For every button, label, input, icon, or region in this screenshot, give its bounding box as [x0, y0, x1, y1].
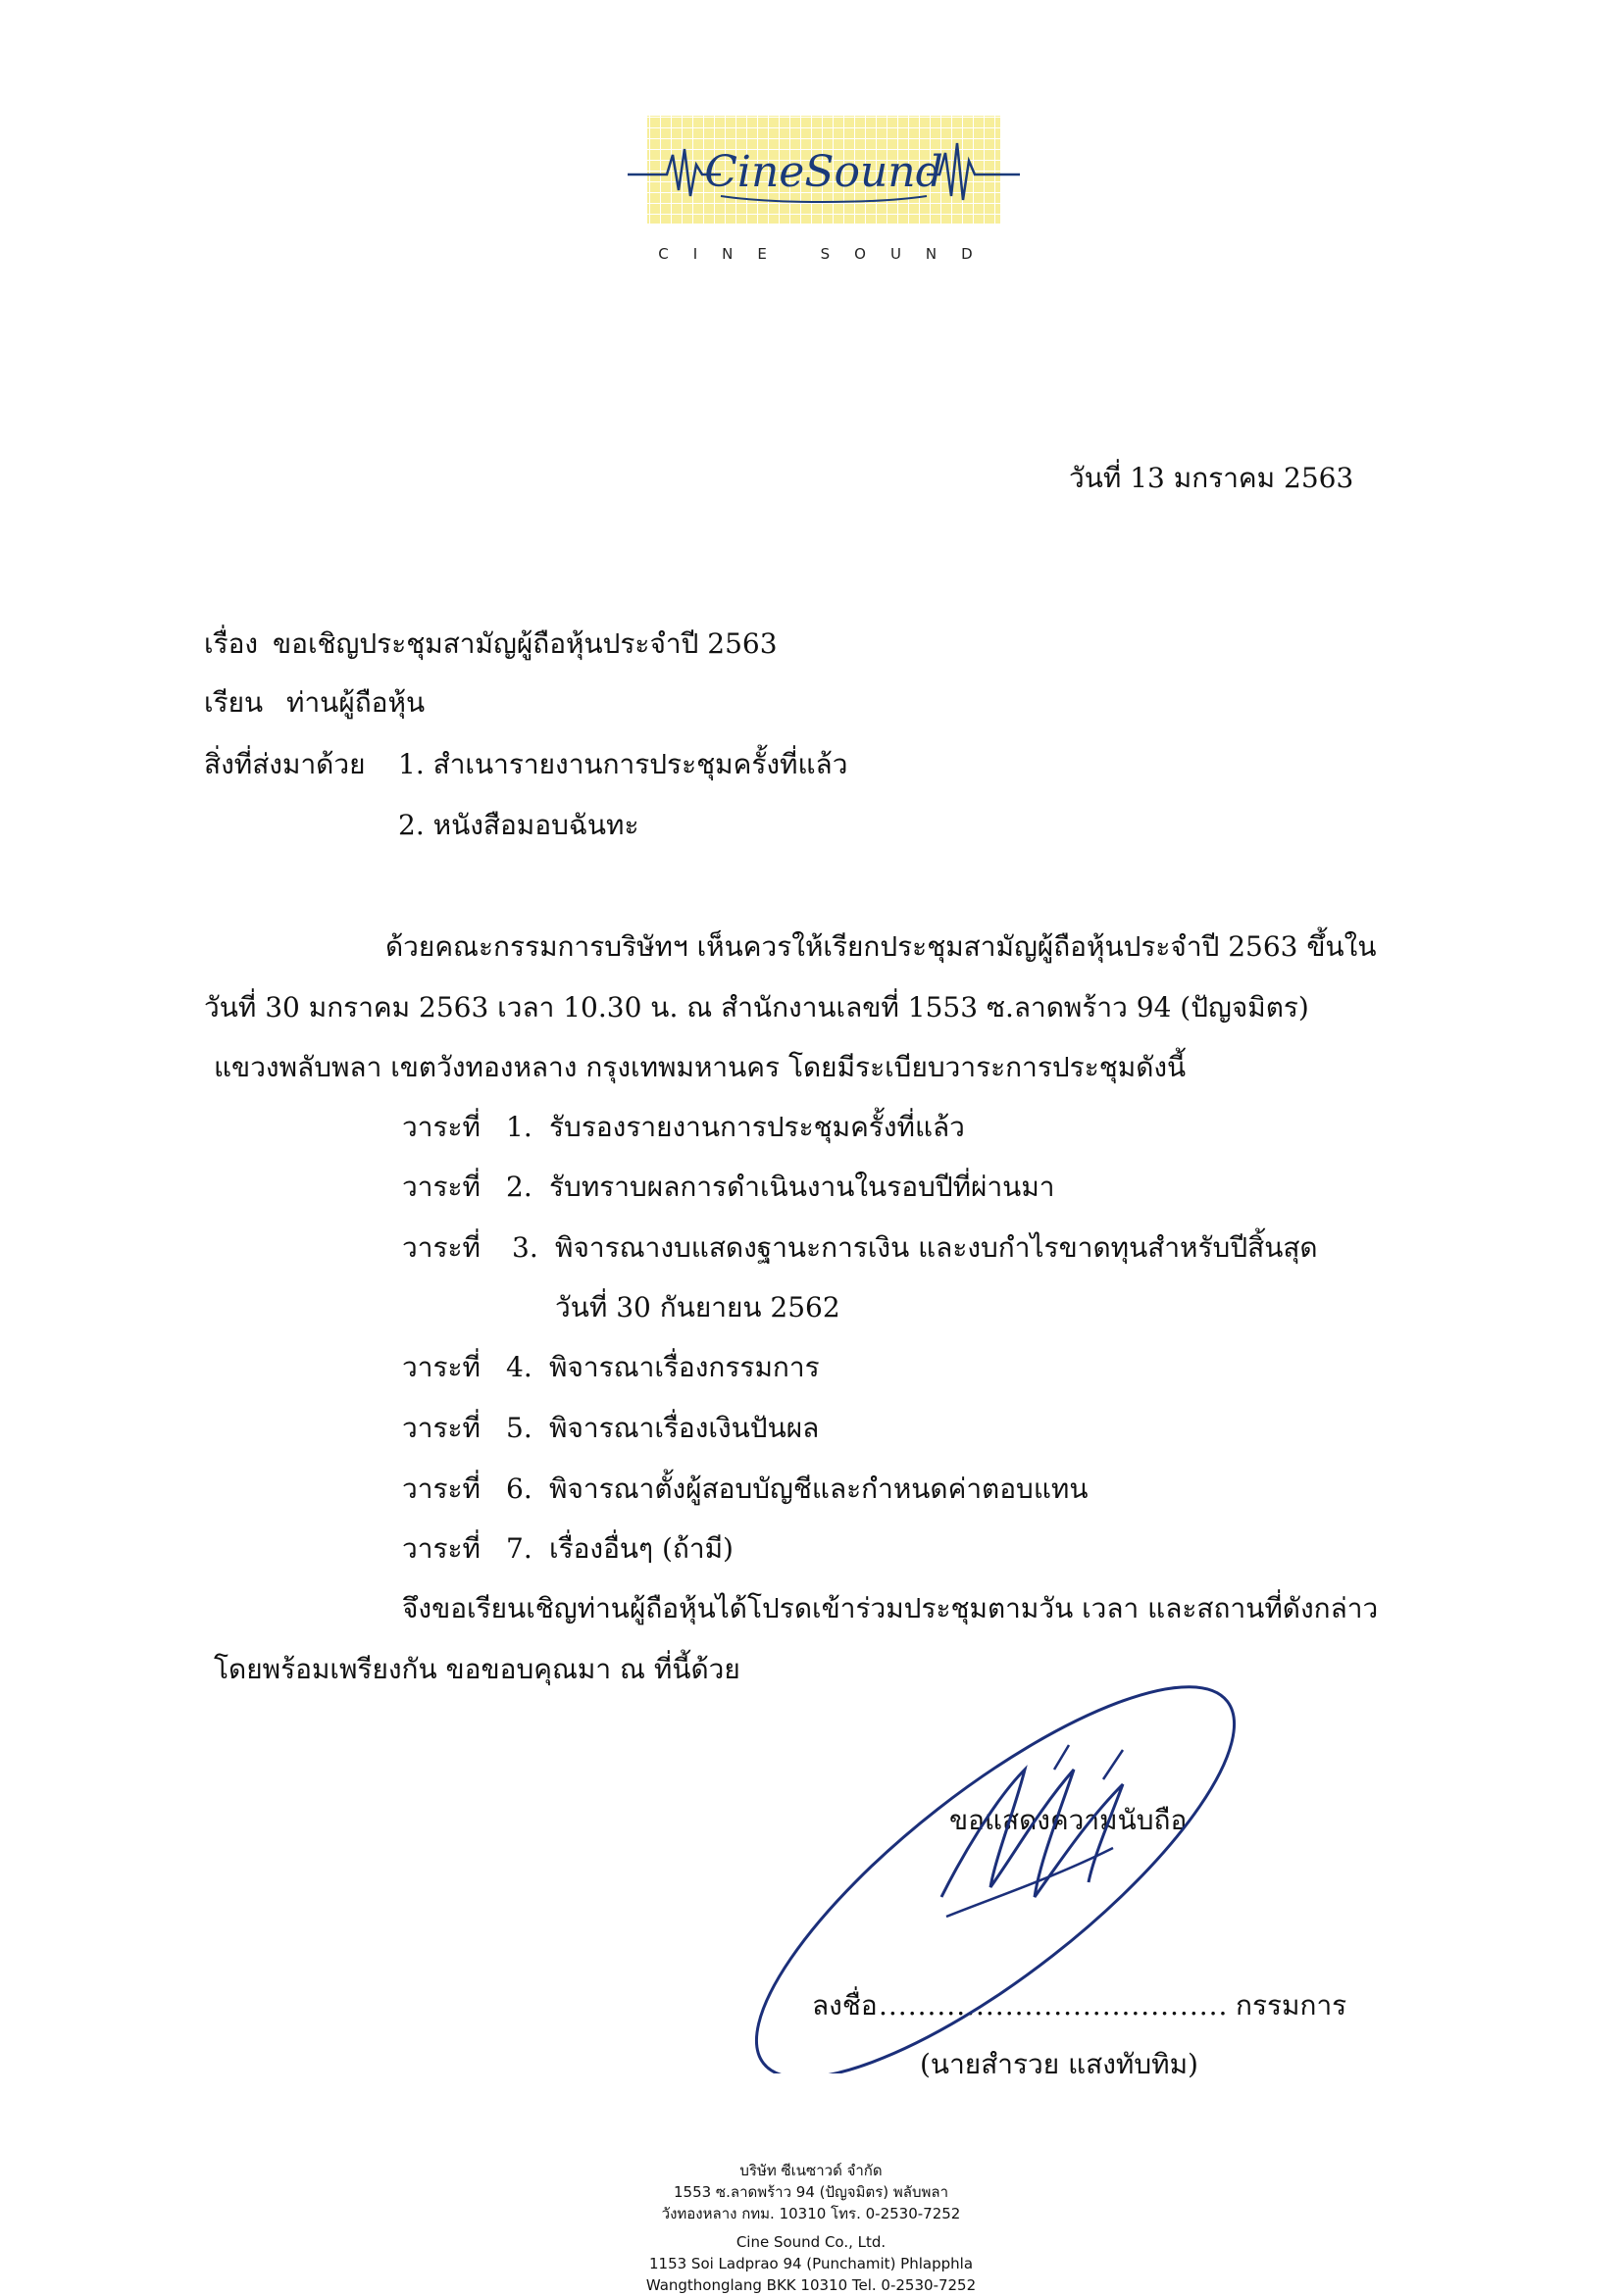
regards: ขอแสดงความนับถือ [949, 1804, 1188, 1836]
svg-text:CineSound: CineSound [704, 147, 943, 197]
footer-line: 1153 Soi Ladprao 94 (Punchamit) Phlapphla [648, 2255, 974, 2272]
enclosure-label: สิ่งที่ส่งมาด้วย [204, 748, 366, 780]
closing-line: จึงขอเรียนเชิญท่านผู้ถือหุ้นได้โปรดเข้าร่วมประชุมตามวัน เวลา และสถานที่ดังกล่าว [402, 1592, 1379, 1624]
footer-english [0, 2231, 1622, 2296]
footer-line: Cine Sound Co., Ltd. [735, 2233, 887, 2251]
enclosure-item: 2. หนังสือมอบฉันทะ [398, 809, 639, 841]
subject-label: เรื่อง [204, 627, 259, 660]
to-text: ท่านผู้ถือหุ้น [286, 686, 426, 719]
agenda-label: วาระที่ [402, 1412, 481, 1444]
cinesound-logo [628, 106, 1020, 263]
agenda-num: 2. [506, 1171, 532, 1203]
agenda-num: 5. [506, 1412, 532, 1444]
body-line: วันที่ 30 มกราคม 2563 เวลา 10.30 น. ณ สำนักงานเลขที่ 1553 ซ.ลาดพร้าว 94 (ปัญจมิตร) [204, 991, 1309, 1023]
agenda-label: วาระที่ [402, 1231, 481, 1264]
footer-thai [0, 2160, 1622, 2224]
agenda-label: วาระที่ [402, 1171, 481, 1203]
date-line: วันที่ 13 มกราคม 2563 [1069, 462, 1354, 494]
agenda-text: พิจารณาตั้งผู้สอบบัญชีและกำหนดค่าตอบแทน [549, 1472, 1089, 1505]
logo-subtitle: CINE SOUND [658, 245, 997, 263]
agenda-label: วาระที่ [402, 1532, 481, 1565]
agenda-text: พิจารณาเรื่องเงินปันผล [549, 1412, 820, 1444]
signatory-name: (นายสำรวย แสงทับทิม) [920, 2048, 1198, 2080]
agenda-num: 3. [512, 1231, 538, 1264]
agenda-num: 4. [506, 1351, 532, 1383]
enclosure-item: 1. สำเนารายงานการประชุมครั้งที่แล้ว [398, 748, 848, 780]
body-line: ด้วยคณะกรรมการบริษัทฯ เห็นควรให้เรียกประชุมสามัญผู้ถือหุ้นประจำปี 2563 ขึ้นใน [385, 930, 1377, 963]
closing-line: โดยพร้อมเพรียงกัน ขอขอบคุณมา ณ ที่นี้ด้วย [214, 1653, 740, 1685]
agenda-label: วาระที่ [402, 1351, 481, 1383]
agenda-text: รับทราบผลการดำเนินงานในรอบปีที่ผ่านมา [549, 1171, 1055, 1203]
agenda-text: พิจารณางบแสดงฐานะการเงิน และงบกำไรขาดทุนสำหรับปีสิ้นสุด [555, 1231, 1318, 1264]
body-line: แขวงพลับพลา เขตวังทองหลาง กรุงเทพมหานคร โดยมีระเบียบวาระการประชุมดังนี้ [214, 1051, 1187, 1083]
agenda-text-cont: วันที่ 30 กันยายน 2562 [555, 1291, 840, 1323]
agenda-text: รับรองรายงานการประชุมครั้งที่แล้ว [549, 1111, 965, 1143]
footer-line: บริษัท ซีเนซาวด์ จำกัด [739, 2162, 883, 2179]
agenda-label: วาระที่ [402, 1111, 481, 1143]
signature-dots: .................................... [879, 1989, 1229, 2021]
agenda-text: เรื่องอื่นๆ (ถ้ามี) [549, 1532, 734, 1565]
agenda-num: 6. [506, 1472, 532, 1505]
agenda-text: พิจารณาเรื่องกรรมการ [549, 1351, 820, 1383]
signatory-title: กรรมการ [1236, 1989, 1347, 2021]
agenda-num: 1. [506, 1111, 532, 1143]
agenda-num: 7. [506, 1532, 532, 1565]
subject-text: ขอเชิญประชุมสามัญผู้ถือหุ้นประจำปี 2563 [273, 627, 778, 660]
footer-line: Wangthonglang BKK 10310 Tel. 0-2530-7252 [645, 2276, 977, 2294]
footer-line: วังทองหลาง กทม. 10310 โทร. 0-2530-7252 [661, 2205, 961, 2222]
footer-line: 1553 ซ.ลาดพร้าว 94 (ปัญจมิตร) พลับพลา [673, 2183, 948, 2201]
sign-label: ลงชื่อ [812, 1989, 878, 2021]
agenda-label: วาระที่ [402, 1472, 481, 1505]
to-label: เรียน [204, 686, 264, 719]
